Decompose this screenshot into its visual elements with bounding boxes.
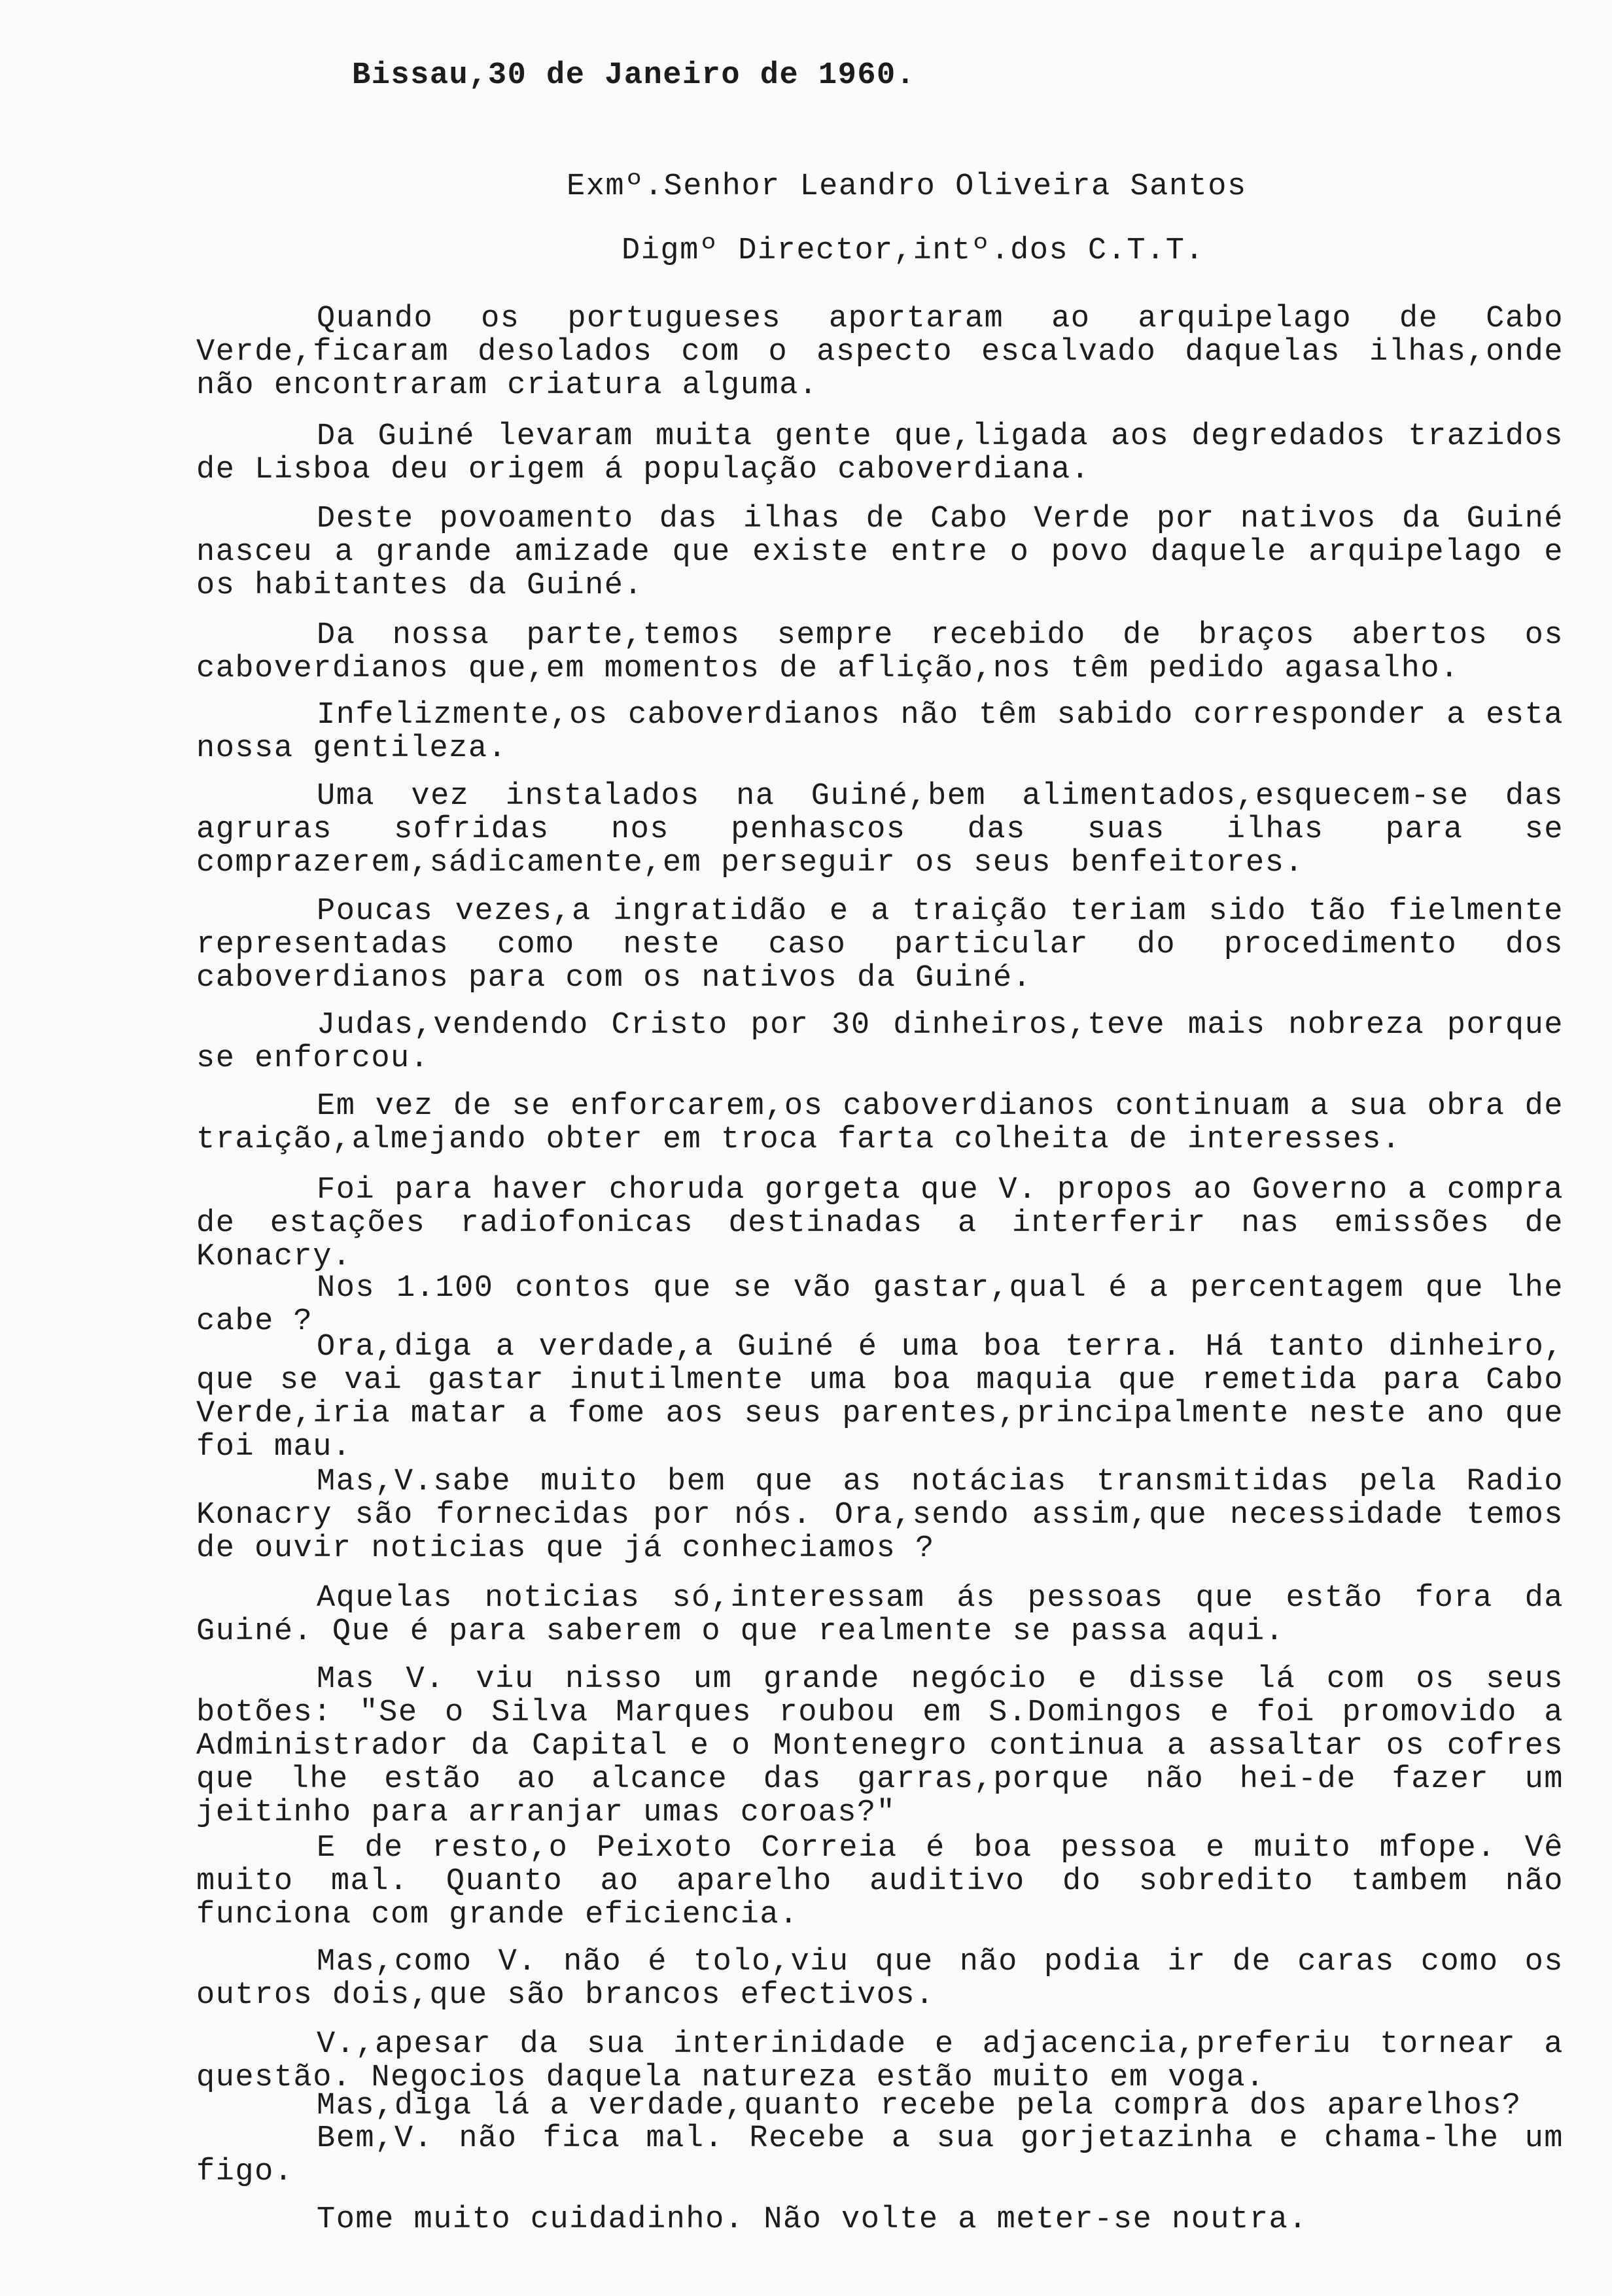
paragraph-18: V.,apesar da sua interinidade e adjacencia,preferiu tornear a questão. Negocios daquela natureza estão muito em voga.: [196, 2027, 1564, 2095]
paragraph-20: Bem,V. não fica mal. Recebe a sua gorjetazinha e chama-lhe um figo.: [196, 2121, 1564, 2189]
paragraph-5: Infelizmente,os caboverdianos não têm sabido corresponder a esta nossa gentileza.: [196, 698, 1564, 766]
addressee-line-1: Exmº.Senhor Leandro Oliveira Santos: [567, 169, 1247, 204]
paragraph-6: Uma vez instalados na Guiné,bem alimentados,esquecem-se das agruras sofridas nos penhascos das suas ilhas para se comprazerem,sádicamente,em perseguir os seus benfeitores.: [196, 779, 1564, 880]
paragraph-16: E de resto,o Peixoto Correia é boa pessoa e muito mfope. Vê muito mal. Quanto ao aparelho auditivo do sobredito tambem não funciona com grande eficiencia.: [196, 1831, 1564, 1932]
paragraph-2: Da Guiné levaram muita gente que,ligada aos degredados trazidos de Lisboa deu origem á população caboverdiana.: [196, 419, 1564, 487]
addressee-line-2: Digmº Director,intº.dos C.T.T.: [622, 234, 1205, 268]
paragraph-15: Mas V. viu nisso um grande negócio e disse lá com os seus botões: "Se o Silva Marques roubou em S.Domingos e foi promovido a Administrador da Capital e o Montenegro continua a assaltar os cofres que lhe estão ao alcance das garras,porque não hei-de fazer um jeitinho para arranjar umas coroas?": [196, 1662, 1564, 1830]
paragraph-14: Aquelas noticias só,interessam ás pessoas que estão fora da Guiné. Que é para saberem o que realmente se passa aqui.: [196, 1581, 1564, 1649]
paragraph-13: Mas,V.sabe muito bem que as notácias transmitidas pela Radio Konacry são fornecidas por nós. Ora,sendo assim,que necessidade temos de ouvir noticias que já conheciamos ?: [196, 1465, 1564, 1566]
dateline: Bissau,30 de Janeiro de 1960.: [352, 58, 916, 93]
paragraph-8: Judas,vendendo Cristo por 30 dinheiros,teve mais nobreza porque se enforcou.: [196, 1008, 1564, 1076]
paragraph-11: Nos 1.100 contos que se vão gastar,qual é a percentagem que lhe cabe ?: [196, 1271, 1564, 1339]
paragraph-4: Da nossa parte,temos sempre recebido de braços abertos os caboverdianos que,em momentos de aflição,nos têm pedido agasalho.: [196, 618, 1564, 686]
paragraph-21: Tome muito cuidadinho. Não volte a meter-se noutra.: [317, 2202, 1308, 2237]
paragraph-19: Mas,diga lá a verdade,quanto recebe pela compra dos aparelhos?: [317, 2089, 1522, 2123]
paragraph-12: Ora,diga a verdade,a Guiné é uma boa terra. Há tanto dinheiro, que se vai gastar inutilmente uma boa maquia que remetida para Cabo Verde,iria matar a fome aos seus parentes,principalmente neste ano que foi mau.: [196, 1330, 1564, 1465]
paragraph-7: Poucas vezes,a ingratidão e a traição teriam sido tão fielmente representadas como neste caso particular do procedimento dos caboverdianos para com os nativos da Guiné.: [196, 894, 1564, 996]
paragraph-9: Em vez de se enforcarem,os caboverdianos continuam a sua obra de traição,almejando obter em troca farta colheita de interesses.: [196, 1089, 1564, 1157]
paragraph-3: Deste povoamento das ilhas de Cabo Verde por nativos da Guiné nasceu a grande amizade que existe entre o povo daquele arquipelago e os habitantes da Guiné.: [196, 502, 1564, 603]
paragraph-1: Quando os portugueses aportaram ao arquipelago de Cabo Verde,ficaram desolados com o aspecto escalvado daquelas ilhas,onde não encontraram criatura alguma.: [196, 302, 1564, 403]
paragraph-10: Foi para haver choruda gorgeta que V. propos ao Governo a compra de estações radiofonicas destinadas a interferir nas emissões de Konacry.: [196, 1173, 1564, 1274]
paragraph-17: Mas,como V. não é tolo,viu que não podia ir de caras como os outros dois,que são brancos efectivos.: [196, 1945, 1564, 2013]
